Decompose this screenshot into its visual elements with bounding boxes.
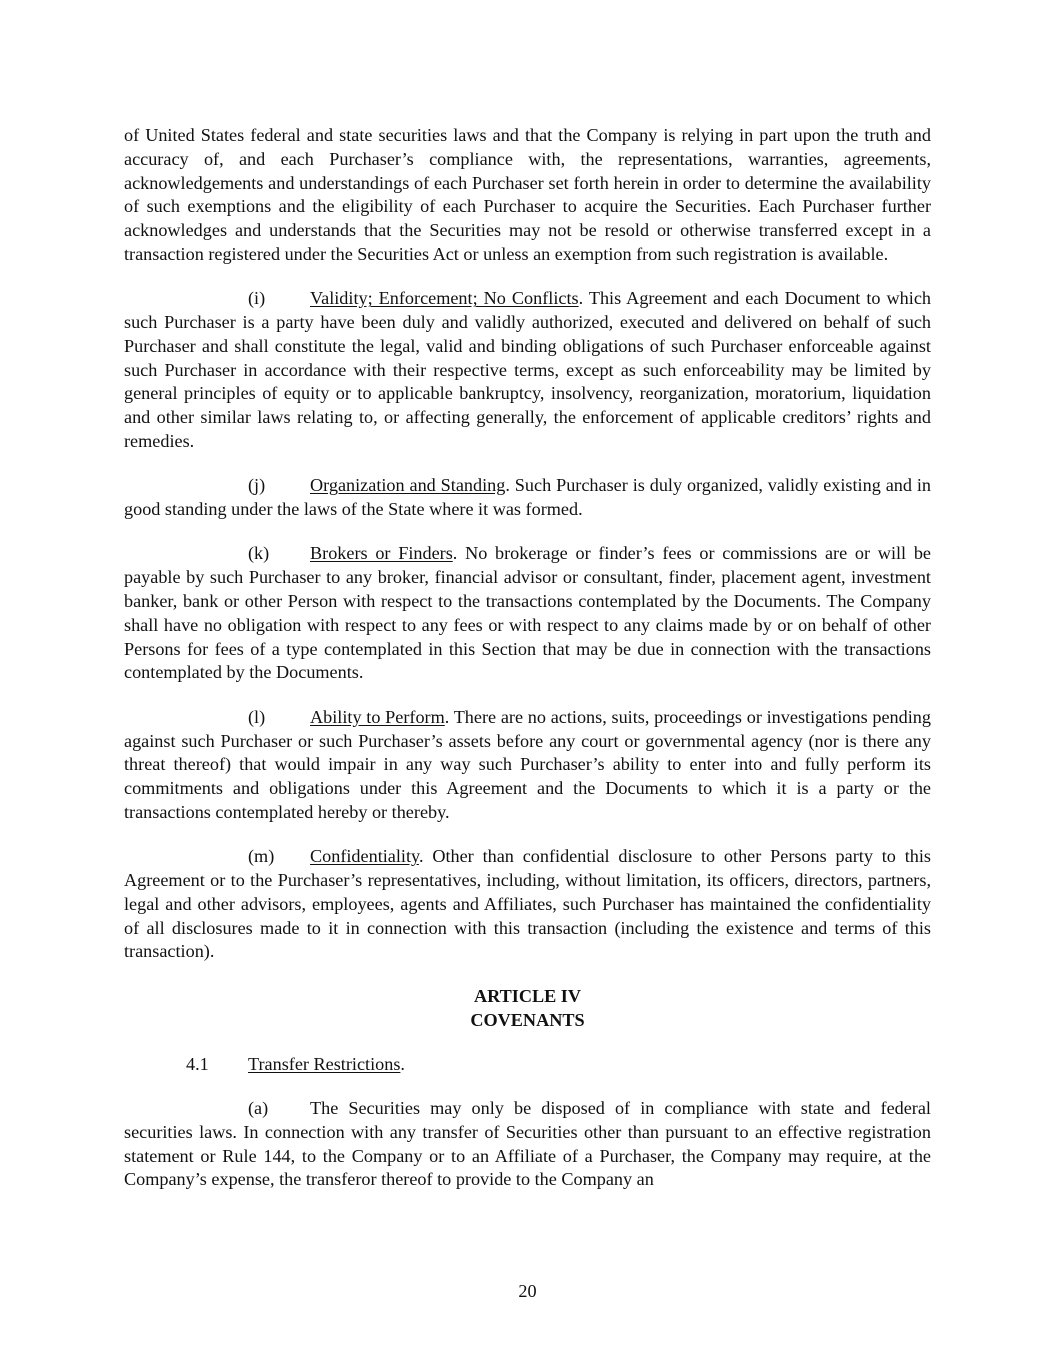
clause-label: (k) xyxy=(248,543,270,564)
clause-label: (m) xyxy=(248,846,275,867)
clause-text: The Securities may only be disposed of in compliance with state and federal securities laws. In connection with any transfer of Securities other than pursuant to an effective registration statement or Rule 144, to the Company or to an Affiliate of a Purchaser, the Company may require, at the Company’s expense, the transferor thereof to provide to the Company an xyxy=(124,1098,931,1190)
clause-label: (a) xyxy=(248,1098,269,1119)
section-clause-a xyxy=(124,1097,931,1192)
article-heading xyxy=(124,985,931,1033)
clause-m xyxy=(124,845,931,964)
document-page xyxy=(124,124,931,1213)
clause-label: (i) xyxy=(248,288,266,309)
clause-text: . This Agreement and each Document to which such Purchaser is a party have been duly and validly authorized, executed and delivered on behalf of such Purchaser and shall constitute the legal, valid and binding obligations of such Purchaser enforceable against such Purchaser in accordance with their respective terms, except as such enforceability may be limited by general principles of equity or to applicable bankruptcy, insolvency, reorganization, moratorium, liquidation and other similar laws relating to, or affecting generally, the enforcement of applicable creditors’ rights and remedies. xyxy=(124,288,931,452)
clause-label: (j) xyxy=(248,475,266,496)
section-number: 4.1 xyxy=(186,1053,209,1074)
clause-heading: Brokers or Finders xyxy=(310,543,453,564)
clause-text: . No brokerage or finder’s fees or commissions are or will be payable by such Purchaser to any broker, financial advisor or consultant, finder, placement agent, investment banker, bank or other Person with respect to the transactions contemplated by the Documents. The Company shall have no obligation with respect to any fees or with respect to any claims made by or on behalf of other Persons for fees of a type contemplated in this Section that may be due in connection with the transactions contemplated by the Documents. xyxy=(124,543,932,683)
clause-text: . Such Purchaser is duly organized, validly existing and in good standing under the laws of the State where it was formed. xyxy=(124,475,932,520)
clause-k xyxy=(124,542,931,685)
clause-text: . Other than confidential disclosure to other Persons party to this Agreement or to the Purchaser’s representatives, including, without limitation, its officers, directors, partners, legal and other advisors, employees, agents and Affiliates, such Purchaser has maintained the confidentiality of all disclosures made to it in connection with this transaction (including the existence and terms of this transaction). xyxy=(124,846,931,962)
intro-paragraph: of United States federal and state securities laws and that the Company is relying in part upon the truth and accuracy of, and each Purchaser’s compliance with, the representations, warranties, agreements, acknowledgements and understandings of each Purchaser set forth herein in order to determine the availability of such exemptions and the eligibility of each Purchaser to acquire the Securities. Each Purchaser further acknowledges and understands that the Securities may not be resold or otherwise transferred except in a transaction registered under the Securities Act or unless an exemption from such registration is available. xyxy=(124,125,931,264)
clause-i xyxy=(124,287,931,454)
clause-heading: Ability to Perform xyxy=(310,706,445,727)
section-4-1 xyxy=(124,1053,931,1077)
article-number: ARTICLE IV xyxy=(474,985,581,1006)
clause-heading: Validity; Enforcement; No Conflicts xyxy=(310,288,579,309)
section-heading: Transfer Restrictions xyxy=(248,1053,401,1074)
clause-text: . There are no actions, suits, proceedings or investigations pending against such Purchaser or such Purchaser’s assets before any court or governmental agency (nor is there any threat thereof) that would impair in any way such Purchaser’s ability to enter into and fully perform its commitments and obligations under this Agreement and the Documents to which it is a party or the transactions contemplated hereby or thereby. xyxy=(124,706,931,822)
clause-heading: Organization and Standing xyxy=(310,475,506,496)
clause-heading: Confidentiality xyxy=(310,846,419,867)
page-number: 20 xyxy=(518,1281,537,1301)
clause-label: (l) xyxy=(248,706,266,727)
clause-j xyxy=(124,474,931,522)
article-title: COVENANTS xyxy=(470,1009,585,1030)
section-heading-suffix: . xyxy=(400,1053,405,1074)
clause-l xyxy=(124,706,931,825)
